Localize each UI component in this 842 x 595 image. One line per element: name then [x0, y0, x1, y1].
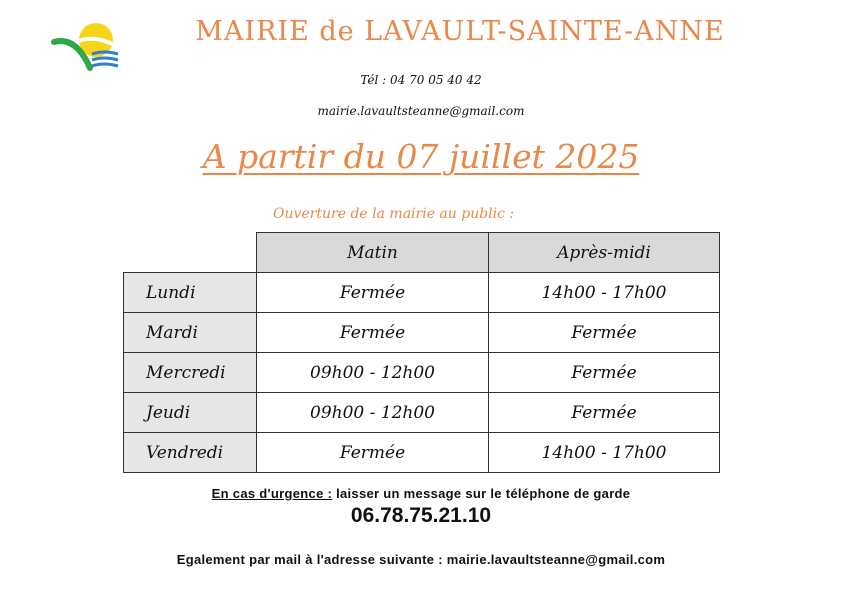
matin-cell: 09h00 - 12h00 — [257, 353, 489, 393]
email-notice: Egalement par mail à l'adresse suivante : mairie.lavaultsteanne@gmail.com — [176, 552, 666, 567]
matin-cell: Fermée — [257, 273, 489, 313]
apres-midi-cell: 14h00 - 17h00 — [489, 273, 720, 313]
day-cell: Mardi — [124, 313, 257, 353]
column-header-apres-midi: Après-midi — [489, 233, 720, 273]
column-header-matin: Matin — [257, 233, 489, 273]
table-corner-cell — [124, 233, 257, 273]
day-cell: Jeudi — [124, 393, 257, 433]
matin-cell: Fermée — [257, 433, 489, 473]
table-row — [124, 273, 720, 313]
day-cell: Vendredi — [124, 433, 257, 473]
phone-number: Tél : 04 70 05 40 42 — [360, 73, 482, 87]
apres-midi-cell: 14h00 - 17h00 — [489, 433, 720, 473]
table-row — [124, 313, 720, 353]
table-header-row — [124, 233, 720, 273]
opening-hours-subtitle: Ouverture de la mairie au public : — [273, 206, 515, 222]
table-row — [124, 353, 720, 393]
opening-hours-table — [123, 232, 720, 473]
page-title: MAIRIE de LAVAULT-SAINTE-ANNE — [195, 16, 725, 47]
matin-cell: Fermée — [257, 313, 489, 353]
emergency-text: laisser un message sur le téléphone de garde — [332, 486, 631, 501]
emergency-label: En cas d'urgence : — [211, 486, 333, 501]
emergency-phone: 06.78.75.21.10 — [350, 504, 492, 527]
matin-cell: 09h00 - 12h00 — [257, 393, 489, 433]
table-row — [124, 393, 720, 433]
apres-midi-cell: Fermée — [489, 313, 720, 353]
day-cell: Mercredi — [124, 353, 257, 393]
day-cell: Lundi — [124, 273, 257, 313]
email-address: mairie.lavaultsteanne@gmail.com — [317, 104, 525, 118]
emergency-notice — [0, 486, 842, 501]
mairie-logo — [42, 16, 130, 78]
sun-waves-logo-icon — [42, 16, 130, 78]
table-row — [124, 433, 720, 473]
effective-date-headline: A partir du 07 juillet 2025 — [202, 137, 640, 176]
apres-midi-cell: Fermée — [489, 353, 720, 393]
apres-midi-cell: Fermée — [489, 393, 720, 433]
